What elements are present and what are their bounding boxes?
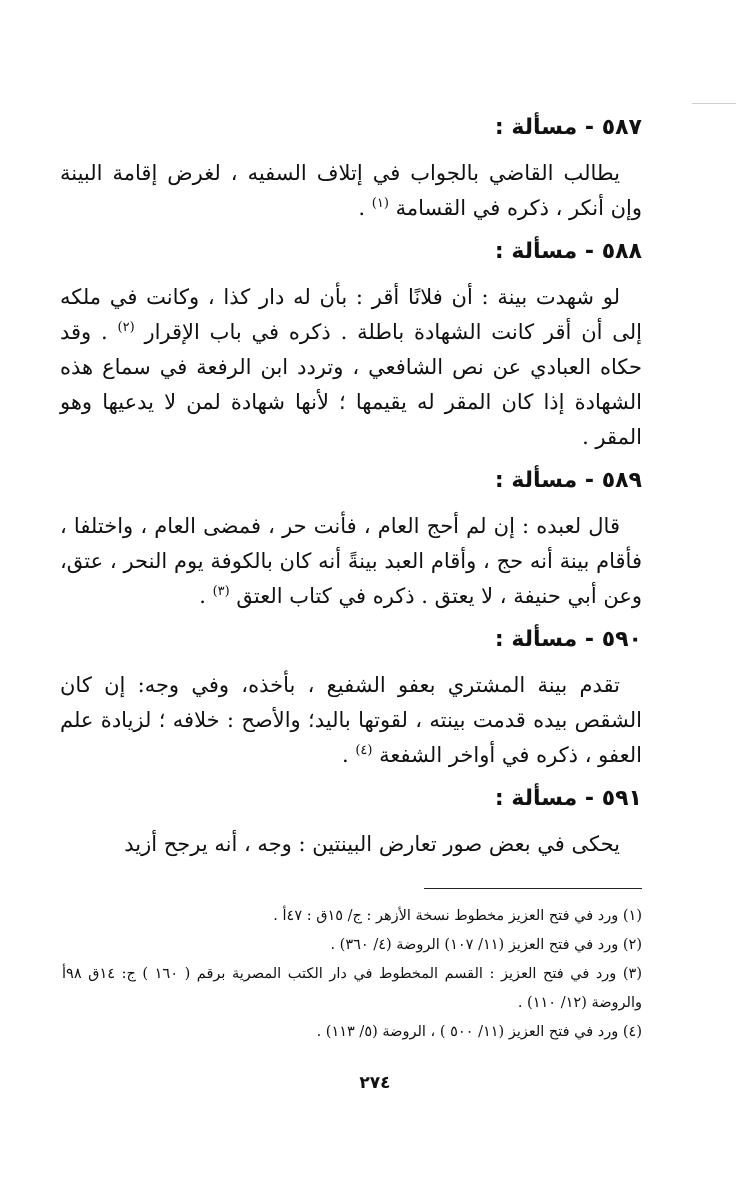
footnote-ref: (٤)	[355, 743, 373, 758]
issue-trail: . وقد حكاه العبادي عن نص الشافعي ، وتردد ابن الرفعة في سماع هذه الشهادة إذا كان المقر له يقيمها ؛ لأنها شهادة لمن لا يدعيها وهو المقر .	[60, 320, 642, 449]
issue-trail: .	[199, 584, 213, 608]
footnote-4: (٤) ورد في فتح العزيز (١١/ ٥٠٠ ) ، الروضة (٥/ ١١٣) .	[316, 1024, 642, 1040]
main-text	[60, 108, 642, 868]
issue-heading: ٥٨٨ - مسألة :	[494, 239, 642, 264]
issue-heading: ٥٩٠ - مسألة :	[494, 627, 642, 652]
issue-trail: .	[358, 196, 372, 220]
issue-text: تقدم بينة المشتري بعفو الشفيع ، بأخذه، وفي وجه: إن كان الشقص بيده قدمت بينته ، لقوتها باليد؛ والأصح : خلافه ؛ لزيادة علم العفو ، ذكره في أواخر الشفعة	[60, 673, 642, 767]
issue-heading: ٥٨٧ - مسألة :	[494, 115, 642, 140]
footnotes	[62, 902, 642, 1047]
page-number: ٢٧٤	[359, 1073, 391, 1093]
footnote-2: (٢) ورد في فتح العزيز (١١/ ١٠٧) الروضة (٤/ ٣٦٠) .	[330, 937, 642, 953]
issue-heading: ٥٨٩ - مسألة :	[494, 468, 642, 493]
issue-body	[60, 280, 642, 455]
issue-590	[60, 620, 642, 773]
issue-trail: .	[341, 743, 356, 767]
footnote-ref: (١)	[371, 196, 389, 211]
issue-588	[60, 232, 642, 455]
footnote-ref: (٣)	[212, 584, 230, 599]
footnote-3: (٣) ورد في فتح العزيز : القسم المخطوط في دار الكتب المصرية برقم ( ١٦٠ ) ج: ١٤ق ٩٨أ والروضة (١٢/ ١١٠) .	[62, 966, 643, 1011]
issue-591	[60, 779, 642, 862]
issue-text: يطالب القاضي بالجواب في إتلاف السفيه ، لغرض إقامة البينة وإن أنكر ، ذكره في القسامة	[60, 161, 642, 220]
issue-heading: ٥٩١ - مسألة :	[494, 786, 642, 811]
issue-body	[60, 156, 642, 226]
issue-text: لو شهدت بينة : أن فلانًا أقر : بأن له دار كذا ، وكانت في ملكه إلى أن أقر كانت الشهادة باطلة . ذكره في باب الإقرار	[60, 285, 642, 344]
corner-mark	[692, 103, 736, 104]
footnote-1: (١) ورد في فتح العزيز مخطوط نسخة الأزهر : ج/ ١٥ق : ٤٧أ .	[273, 908, 642, 924]
footnote-separator	[424, 888, 642, 889]
issue-text: يحكى في بعض صور تعارض البينتين : وجه ، أنه يرجح أزيد	[124, 832, 620, 856]
footnote-ref: (٢)	[117, 320, 135, 335]
issue-589	[60, 461, 642, 614]
issue-body	[60, 509, 642, 614]
issue-body	[60, 827, 642, 862]
issue-text: قال لعبده : إن لم أحج العام ، فأنت حر ، فمضى العام ، واختلفا ، فأقام بينة أنه حج ، وأقام العبد بينةً أنه كان بالكوفة يوم النحر ، عتق، وعن أبي حنيفة ، لا يعتق . ذكره في كتاب العتق	[60, 514, 642, 608]
issue-587	[60, 108, 642, 226]
issue-body	[60, 668, 642, 773]
